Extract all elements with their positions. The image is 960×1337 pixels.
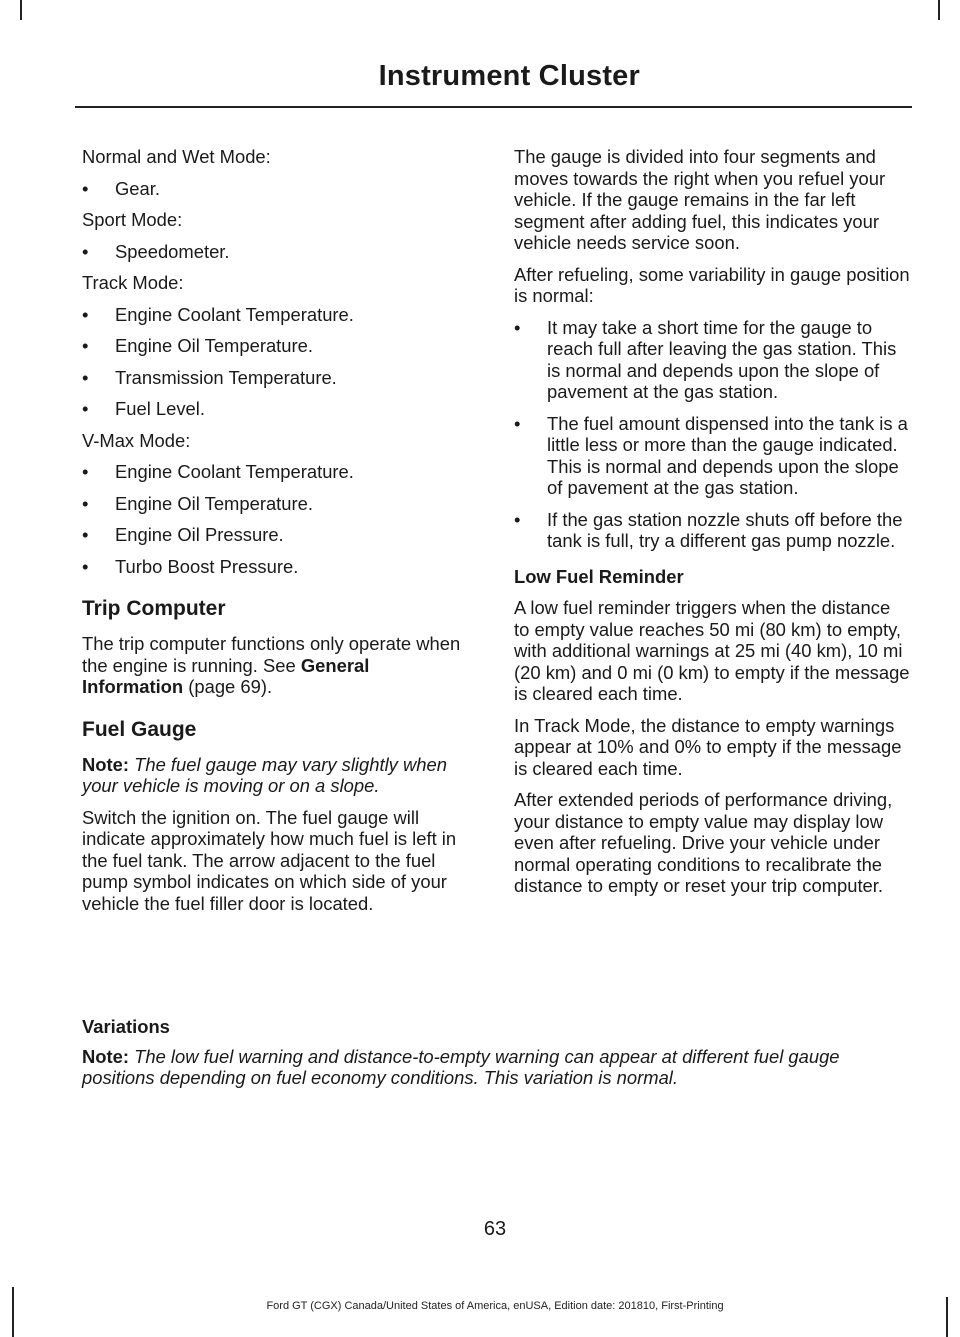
list-item: • Engine Oil Pressure. xyxy=(82,524,284,545)
paragraph: After extended periods of performance driving, your distance to empty value may display low even after refueling. Drive your vehicle under normal operating conditions to recalibrate the distance to empty or reset your trip computer. xyxy=(514,789,893,896)
variability-list xyxy=(514,317,910,552)
mode-label: V-Max Mode: xyxy=(82,429,191,451)
list-item: • Transmission Temperature. xyxy=(82,366,337,388)
header-divider xyxy=(75,106,912,108)
mode-label: Track Mode: xyxy=(82,272,184,293)
list-item: • Fuel Level. xyxy=(82,398,205,419)
list-item: • The fuel amount dispensed into the tank is a little less or more than the gauge indicated. This is normal and depends upon the slope of pavement at the gas station. xyxy=(514,412,908,498)
paragraph: A low fuel reminder triggers when the distance to empty value reaches 50 mi (80 km) to empty, with additional warnings at 25 mi (40 km), 10 mi (20 km) and 0 mi (0 km) to empty if the message is cleared each time. xyxy=(514,597,910,704)
list-item: • Engine Oil Temperature. xyxy=(82,335,313,356)
section-heading: Fuel Gauge xyxy=(82,717,197,741)
list-item: • Turbo Boost Pressure. xyxy=(82,555,299,577)
list-item: • Gear. xyxy=(82,177,160,199)
right-column xyxy=(514,146,910,907)
list-item: • If the gas station nozzle shuts off before the tank is full, try a different gas pump nozzle. xyxy=(514,508,903,551)
page-number: 63 xyxy=(483,1218,507,1240)
fuel-paragraph: Switch the ignition on. The fuel gauge will indicate approximately how much fuel is left in the fuel tank. The arrow adjacent to the fuel pump symbol indicates on which side of your vehicle the fuel filler door is located. xyxy=(82,806,457,914)
list-item: • Speedometer. xyxy=(82,240,230,262)
left-column xyxy=(82,146,474,924)
subsection-heading: Low Fuel Reminder xyxy=(514,565,684,587)
crop-mark-bottom-left xyxy=(12,1287,14,1337)
mode-list xyxy=(82,461,474,577)
subsection-heading: Variations xyxy=(82,1016,170,1037)
mode-label: Normal and Wet Mode: xyxy=(82,146,271,167)
crop-mark-top-right xyxy=(938,0,940,20)
cross-reference-link[interactable]: General Information xyxy=(82,654,370,697)
list-item: • It may take a short time for the gauge to reach full after leaving the gas station. This is normal and depends upon the slope of pavement at the gas station. xyxy=(514,316,897,402)
list-item: • Engine Oil Temperature. xyxy=(82,492,313,514)
section-heading: Trip Computer xyxy=(82,597,226,620)
mode-list xyxy=(82,304,474,420)
mode-list xyxy=(82,178,474,200)
paragraph: The gauge is divided into four segments and moves towards the right when you refuel your vehicle. If the gauge remains in the far left segment after adding fuel, this indicates your vehicle needs service soon. xyxy=(514,146,886,253)
paragraph: After refueling, some variability in gauge position is normal: xyxy=(514,263,910,306)
page-title: Instrument Cluster xyxy=(378,60,640,92)
variations-section xyxy=(82,1016,912,1089)
note: Note: The low fuel warning and distance-to-empty warning can appear at different fuel gauge positions depending on fuel economy conditions. This variation is normal. xyxy=(82,1045,840,1088)
mode-label: Sport Mode: xyxy=(82,209,183,230)
paragraph: In Track Mode, the distance to empty warnings appear at 10% and 0% to empty if the message is cleared each time. xyxy=(514,714,902,779)
mode-list xyxy=(82,241,474,263)
footer-text: Ford GT (CGX) Canada/United States of America, enUSA, Edition date: 201810, First-Printing xyxy=(266,1300,724,1312)
note: Note: The fuel gauge may vary slightly when your vehicle is moving or on a slope. xyxy=(82,753,447,796)
crop-mark-top-left xyxy=(20,0,22,20)
list-item: • Engine Coolant Temperature. xyxy=(82,303,354,325)
trip-paragraph: The trip computer functions only operate when the engine is running. See General Information (page 69). xyxy=(82,633,461,697)
list-item: • Engine Coolant Temperature. xyxy=(82,461,354,482)
